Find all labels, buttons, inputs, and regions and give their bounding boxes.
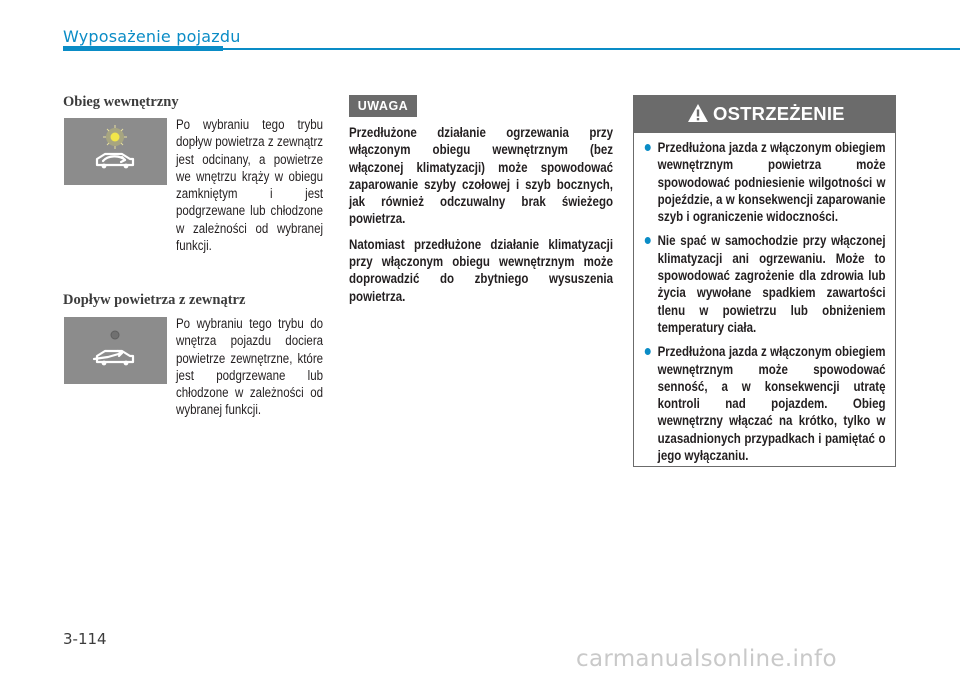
- warning-list-item: [643, 232, 886, 336]
- watermark: carmanualsonline.info: [576, 646, 837, 672]
- recirculation-description-text: Po wybraniu tego trybu dopływ powietrza z zewnątrz jest odcinany, a powietrze we wnętrzu krąży w obiegu zamkniętym i jest podgrzewane lub chłodzone w zależności od wybranej funkcji.: [176, 117, 324, 254]
- bullet-icon: [645, 237, 651, 244]
- indicator-light-off-icon: [111, 331, 119, 339]
- bullet-icon: [645, 348, 651, 355]
- warning-list: [643, 139, 886, 471]
- warning-item-text: Nie spać w samochodzie przy włączonej klimatyzacji ani ogrzewaniu. Może to spowodować zagrożenie dla zdrowia lub życia wywołane spadkiem zawartości tlenu w powietrzu lub obniżeniem temperatury ciała.: [657, 233, 886, 335]
- warning-item-text: Przedłużona jazda z włączonym obiegiem wewnętrznym powietrza może spowodować podniesienie wilgotności w pojeździe, a w konsekwencji zaparowanie szyb i ograniczenie widoczności.: [657, 140, 886, 225]
- warning-list-item: [643, 139, 886, 225]
- indicator-light-on-icon: [103, 125, 127, 149]
- note-badge: UWAGA: [349, 95, 417, 117]
- warning-list-item: [643, 343, 886, 464]
- page-section-title: Wyposażenie pojazdu: [63, 27, 241, 46]
- bullet-icon: [645, 144, 651, 151]
- fresh-air-description: [176, 315, 324, 419]
- car-fresh-air-icon: [64, 317, 167, 384]
- header-divider-accent: [63, 46, 223, 51]
- fresh-air-button-image: [64, 317, 167, 384]
- warning-header: [634, 96, 895, 133]
- note-paragraph: Przedłużone działanie ogrzewania przy włączonym obiegu wewnętrznym (bez włączonej klimatyzacji) może spowodować zaparowanie szyby czołowej i szyb bocznych, jak również odczuwalny brak świeżego powietrza.: [349, 125, 614, 227]
- recirculation-description: [176, 116, 324, 254]
- fresh-air-description-text: Po wybraniu tego trybu do wnętrza pojazdu dociera powietrze zewnętrzne, które jest podgrzewane lub chłodzone w zależności od wybranej funkcji.: [176, 316, 324, 418]
- car-recirculation-icon: [64, 118, 167, 185]
- note-paragraph: Natomiast przedłużone działanie klimatyzacji przy włączonym obiegu wewnętrznym może doprowadzić do zbytniego wysuszenia powietrza.: [349, 236, 614, 304]
- section-heading-fresh-air: Dopływ powietrza z zewnątrz: [63, 292, 246, 308]
- note-body: [349, 124, 614, 313]
- page-number: 3-114: [63, 630, 107, 648]
- warning-title: OSTRZEŻENIE: [713, 103, 845, 124]
- warning-box: [633, 95, 896, 467]
- warning-triangle-icon: [687, 103, 709, 123]
- recirculation-button-image: [64, 118, 167, 185]
- section-heading-recirculation: Obieg wewnętrzny: [63, 94, 179, 110]
- warning-item-text: Przedłużona jazda z włączonym obiegiem wewnętrznym może spowodować senność, a w konsekwencji utratę kontroli nad pojazdem. Obieg wewnętrzny włączać na krótko, tylko w uzasadnionych przypadkach i pamiętać o jego wyłączaniu.: [657, 344, 886, 464]
